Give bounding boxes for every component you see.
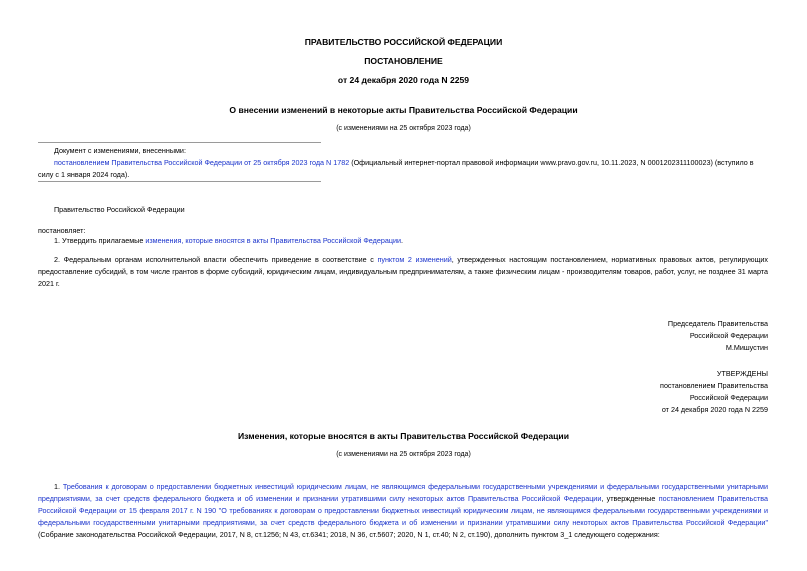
amend-box-label: Документ с изменениями, внесенными: [54,146,186,155]
requirements-link[interactable]: Требования к договорам о предоставлении бюджетных инвестиций юридическим лицам, не являющимся федеральными государственными учреждениями и федеральными государственными унитарными предприятиями, за счет средств федерального бюджета и об изменении и признании утратившими силу некоторых актов Правительства Российской Федерации [38,482,768,503]
government-heading: ПРАВИТЕЛЬСТВО РОССИЙСКОЙ ФЕДЕРАЦИИ [304,37,503,47]
approved-country: Российской Федерации [689,393,768,402]
annex-changes-note: (с изменениями на 25 октября 2023 года) [336,451,471,458]
signature-title: Председатель Правительства [667,319,768,328]
resolves: постановляет: [38,226,86,235]
amend-box-line2: силу с 1 января 2024 года). [38,170,130,179]
approved-date: от 24 декабря 2020 года N 2259 [661,405,768,414]
amend-box-top-rule [38,142,321,143]
annex-p1-mid: , утвержденные [601,494,659,503]
document-title: О внесении изменений в некоторые акты Правительства Российской Федерации [229,105,578,115]
paragraph-2-rest: , утвержденных настоящим постановлением, нормативных правовых актов, регулирующих предоставление субсидий, в том числе грантов в форме субсидий, юридическим лицам, индивидуальным предпринимателям, а также физическим лицам - производителям товаров, работ, услуг, не позднее 31 марта 2021 г. [38,255,768,288]
amend-box-line1 [38,157,768,169]
issuer: Правительство Российской Федерации [54,205,185,214]
approval-block [660,368,768,416]
signature-name: М.Мишустин [725,343,768,352]
resolution-190-link[interactable]: постановлением Правительства Российской Федерации от 15 февраля 2017 г. N 190 "О требованиях к договорам о предоставлении бюджетных инвестиций юридическим лицам, не являющимся федеральными государственными учреждениями и федеральными государственными унитарными предприятиями, за счет средств федерального бюджета и об изменении и признании утратившими силу некоторых актов Правительства Российской Федерации" [38,494,768,527]
annex-title: Изменения, которые вносятся в акты Правительства Российской Федерации [237,431,569,441]
amendment-source: (Официальный интернет-портал правовой информации www.pravo.gov.ru, 10.11.2023, N 0001202311100023) (вступило в [349,158,754,167]
annex-p1-rest: (Собрание законодательства Российской Федерации, 2017, N 8, ст.1256; N 43, ст.6341; 2018, N 36, ст.5607; 2020, N 1, ст.40; N 2, ст.190), дополнить пунктом 3_1 следующего содержания: [38,530,660,539]
paragraph-2 [38,254,768,290]
signature-block [668,318,768,354]
amend-box-bottom-rule [38,181,321,182]
amend-box [38,145,768,181]
point-2-link[interactable]: пунктом 2 изменений [377,255,452,264]
paragraph-1-end: . [400,236,403,245]
paragraph-2-text: 2. Федеральным органам исполнительной власти обеспечить приведение в соответствие с [54,255,378,264]
paragraph-1-text: 1. Утвердить прилагаемые [54,236,146,245]
changes-link[interactable]: изменения, которые вносятся в акты Правительства Российской Федерации [145,236,401,245]
document-type: ПОСТАНОВЛЕНИЕ [364,56,443,66]
annex-paragraph-1 [38,481,768,541]
annex-p1-number: 1. [54,482,63,491]
approved-word: УТВЕРЖДЕНЫ [716,369,768,378]
approved-by: постановлением Правительства [660,381,768,390]
changes-note: (с изменениями на 25 октября 2023 года) [336,125,471,132]
signature-country: Российской Федерации [689,331,768,340]
document-date-number: от 24 декабря 2020 года N 2259 [337,75,470,85]
amendment-link[interactable]: постановлением Правительства Российской Федерации от 25 октября 2023 года N 1782 [54,158,350,167]
paragraph-1 [38,235,768,247]
